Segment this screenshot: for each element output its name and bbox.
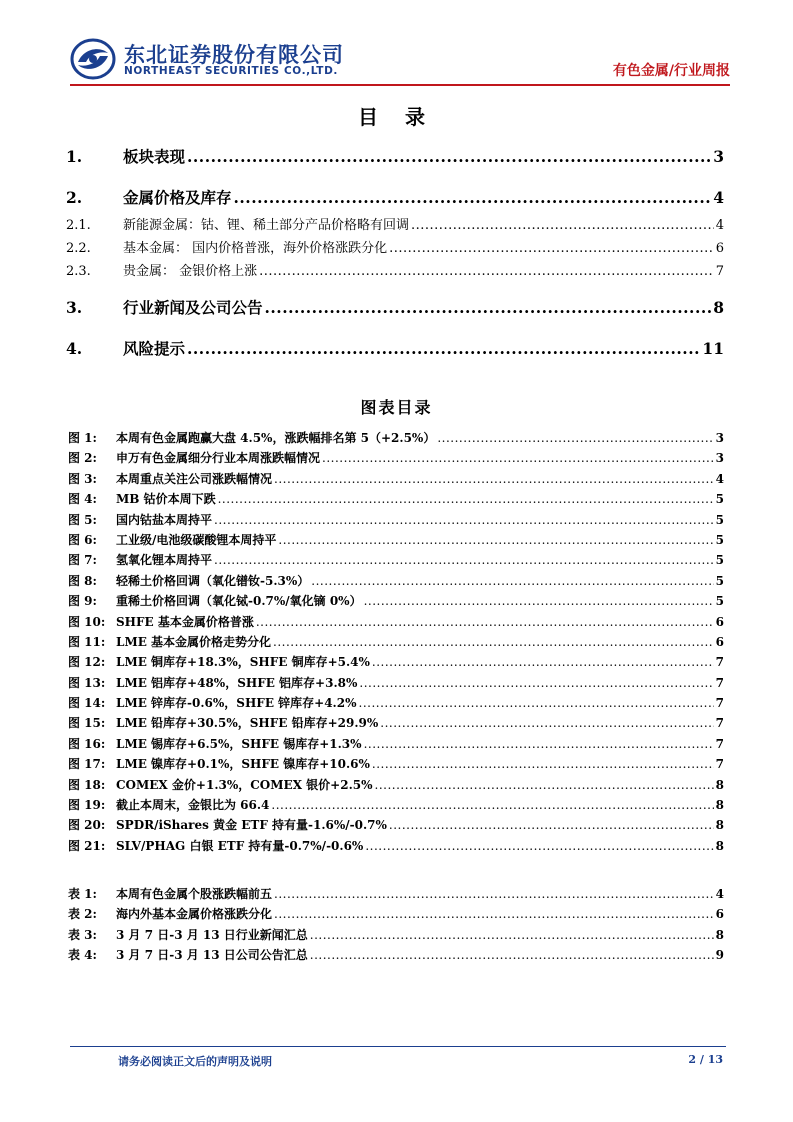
leader-dots (380, 713, 713, 733)
toc-entry-text: 风险提示 (123, 339, 186, 358)
figure-entry-text: LME 铜库存+18.3%，SHFE 铜库存+5.4% (116, 655, 370, 670)
leader-dots (372, 652, 714, 672)
figure-entry[interactable] (68, 795, 724, 815)
figure-entry-number: 图 6: (68, 532, 97, 547)
figure-entry[interactable] (68, 550, 724, 570)
toc-entry-text: 板块表现 (123, 147, 186, 166)
leader-dots (359, 673, 713, 693)
figure-entry-page: 5 (715, 532, 724, 547)
leader-dots (310, 945, 714, 965)
toc-entry-number: 2.3. (66, 264, 91, 279)
figure-entry[interactable] (68, 673, 724, 693)
figure-entry[interactable] (68, 469, 724, 489)
figure-entry-number: 图 14: (68, 696, 106, 711)
figure-entry-page: 3 (715, 431, 724, 445)
leader-dots (364, 591, 714, 611)
figure-entry[interactable] (68, 612, 724, 632)
toc-entry[interactable] (66, 292, 724, 324)
table-entry[interactable] (68, 945, 724, 965)
toc-entry-text: 新能源金属：钴、锂、稀土部分产品价格略有回调 (123, 218, 410, 233)
toc-entry-page: 11 (702, 339, 724, 358)
table-entry-text: 本周有色金属个股涨跌幅前五 (116, 887, 273, 901)
figure-entry[interactable] (68, 428, 724, 448)
figure-entry[interactable] (68, 632, 724, 652)
leader-dots (274, 904, 714, 924)
leader-dots (375, 775, 714, 795)
figure-entry-text: SPDR/iShares 黄金 ETF 持有量-1.6%/-0.7% (116, 818, 387, 833)
figure-entry-number: 图 12: (68, 655, 106, 670)
figure-entry-page: 5 (715, 512, 724, 527)
leader-dots (437, 428, 713, 448)
toc-entry-number: 4. (66, 339, 83, 358)
figure-entry-page: 8 (715, 777, 724, 792)
toc-leader-dots (234, 182, 712, 214)
figure-entry-number: 图 8: (68, 573, 97, 588)
figure-entry-page: 5 (715, 492, 724, 507)
figure-entry-number: 图 18: (68, 777, 106, 792)
figure-entry-text: LME 镍库存+0.1%，SHFE 镍库存+10.6% (116, 757, 370, 772)
leader-dots (214, 510, 714, 530)
figure-entry[interactable] (68, 652, 724, 672)
report-type: 有色金属/行业周报 (612, 63, 730, 79)
toc-entry[interactable] (66, 141, 724, 173)
leader-dots (310, 925, 714, 945)
figure-entry-page: 8 (715, 798, 724, 813)
figure-entry-number: 图 4: (68, 492, 97, 507)
table-entry-number: 表 2: (68, 907, 97, 922)
toc-entry-number: 3. (66, 298, 83, 317)
figure-entry-text: LME 基本金属价格走势分化 (116, 634, 272, 649)
figure-entry-page: 8 (715, 838, 724, 853)
table-entry-text: 3 月 7 日-3 月 13 日公司公告汇总 (116, 948, 308, 963)
figure-entry-number: 图 15: (68, 716, 106, 731)
table-entry-page: 4 (715, 887, 724, 901)
figure-entry[interactable] (68, 448, 724, 468)
figure-entry-number: 图 5: (68, 512, 97, 527)
figure-entry-number: 图 7: (68, 553, 97, 568)
figure-entry-page: 7 (715, 736, 724, 751)
figure-entry-text: 本周重点关注公司涨跌幅情况 (116, 471, 273, 486)
table-entry-number: 表 4: (68, 948, 97, 963)
figure-entry-number: 图 17: (68, 757, 106, 772)
figure-entry-number: 图 16: (68, 736, 106, 751)
figure-entry-text: COMEX 金价+1.3%，COMEX 银价+2.5% (116, 777, 373, 792)
toc-entry-text: 金属价格及库存 (123, 188, 232, 207)
figure-entry-page: 5 (715, 553, 724, 568)
toc-entry-number: 2. (66, 188, 83, 207)
toc-leader-dots (411, 214, 714, 237)
toc-leader-dots (259, 260, 714, 283)
toc-entry-text: 行业新闻及公司公告 (123, 298, 263, 317)
leader-dots (364, 734, 714, 754)
leader-dots (214, 550, 714, 570)
toc-entry-text: 基本金属： 国内价格普涨，海外价格涨跌分化 (123, 241, 388, 256)
table-entry-page: 6 (715, 907, 724, 922)
figure-entry-number: 图 20: (68, 818, 106, 833)
figure-entry[interactable] (68, 510, 724, 530)
table-entry[interactable] (68, 884, 724, 904)
figure-entry[interactable] (68, 693, 724, 713)
leader-dots (218, 489, 714, 509)
leader-dots (389, 815, 714, 835)
figure-entry-number: 图 3: (68, 471, 97, 486)
figure-entry[interactable] (68, 775, 724, 795)
figure-entry[interactable] (68, 734, 724, 754)
figure-entry[interactable] (68, 571, 724, 591)
toc-subentry[interactable] (66, 237, 724, 260)
page-header (70, 36, 730, 86)
header-divider (70, 84, 730, 86)
toc-leader-dots (187, 333, 700, 365)
toc-entry-page: 8 (713, 298, 724, 317)
toc-entry-page: 6 (715, 241, 724, 256)
table-entry[interactable] (68, 904, 724, 924)
page-indicator: 2 / 13 (688, 1053, 723, 1066)
figure-entry-page: 7 (715, 655, 724, 670)
table-entry-page: 8 (715, 927, 724, 942)
figure-entry[interactable] (68, 836, 724, 856)
leader-dots (359, 693, 714, 713)
toc-subentry[interactable] (66, 260, 724, 283)
figure-entry-page: 6 (715, 634, 724, 649)
figure-entry-text: LME 锌库存-0.6%，SHFE 锌库存+4.2% (116, 696, 357, 711)
figure-entry-number: 图 21: (68, 838, 106, 853)
table-list (68, 884, 724, 966)
figure-entry-text: 氢氧化锂本周持平 (116, 553, 213, 568)
toc-leader-dots (265, 292, 712, 324)
leader-dots (322, 448, 714, 468)
figure-entry-text: 截止本周末，金银比为 66.4 (116, 798, 270, 813)
figure-entry-text: 国内钴盐本周持平 (116, 512, 213, 527)
figure-entry[interactable] (68, 591, 724, 611)
figure-entry-number: 图 9: (68, 594, 97, 609)
figure-entry-number: 图 2: (68, 451, 97, 466)
figure-entry[interactable] (68, 530, 724, 550)
figure-entry-number: 图 13: (68, 675, 106, 690)
toc-entry-page: 7 (715, 264, 724, 279)
figure-entry[interactable] (68, 489, 724, 509)
footer-disclaimer: 请务必阅读正文后的声明及说明 (118, 1055, 272, 1068)
figure-entry-text: MB 钴价本周下跌 (116, 492, 216, 507)
table-entry-text: 海内外基本金属价格涨跌分化 (116, 907, 273, 922)
toc-entry-number: 2.2. (66, 241, 91, 256)
table-of-contents (66, 141, 724, 365)
figure-entry-page: 4 (715, 471, 724, 486)
toc-leader-dots (187, 141, 711, 173)
toc-title: 目 录 (358, 105, 435, 129)
figure-entry[interactable] (68, 713, 724, 733)
leader-dots (274, 469, 714, 489)
figure-entry-number: 图 19: (68, 798, 106, 813)
table-entry-page: 9 (715, 948, 724, 963)
figure-list-title: 图表目录 (360, 398, 433, 417)
figure-entry-page: 5 (715, 594, 724, 609)
figure-entry-page: 8 (715, 818, 724, 833)
toc-entry-page: 4 (715, 218, 724, 233)
figure-entry-page: 7 (715, 675, 724, 690)
toc-entry[interactable] (66, 333, 724, 365)
figure-entry-text: SHFE 基本金属价格普涨 (116, 614, 254, 629)
figure-list (68, 428, 724, 856)
figure-entry-text: 重稀土价格回调（氧化铽-0.7%/氧化镝 0%） (116, 594, 362, 609)
footer-divider (70, 1046, 726, 1047)
figure-entry-page: 5 (715, 573, 724, 588)
figure-entry-text: 工业级/电池级碳酸锂本周持平 (116, 532, 277, 547)
figure-entry-text: LME 铅库存+30.5%，SHFE 铅库存+29.9% (116, 716, 379, 731)
toc-entry-page: 3 (713, 147, 724, 166)
northeast-securities-logo-icon (70, 38, 116, 80)
figure-entry-text: 申万有色金属细分行业本周涨跌幅情况 (116, 451, 321, 466)
leader-dots (278, 530, 713, 550)
table-entry-number: 表 3: (68, 927, 97, 942)
figure-entry-text: LME 锡库存+6.5%，SHFE 锡库存+1.3% (116, 736, 362, 751)
figure-entry-page: 7 (715, 716, 724, 731)
table-entry-number: 表 1: (68, 887, 97, 901)
figure-entry-number: 图 11: (68, 634, 106, 649)
toc-entry-page: 4 (713, 188, 724, 207)
leader-dots (311, 571, 713, 591)
leader-dots (256, 612, 714, 632)
toc-entry-number: 2.1. (66, 218, 91, 233)
figure-entry[interactable] (68, 815, 724, 835)
figure-entry-page: 6 (715, 614, 724, 629)
figure-entry-page: 7 (715, 696, 724, 711)
leader-dots (365, 836, 713, 856)
table-entry[interactable] (68, 925, 724, 945)
figure-entry-text: LME 铝库存+48%，SHFE 铝库存+3.8% (116, 675, 358, 690)
toc-entry-number: 1. (66, 147, 83, 166)
leader-dots (274, 884, 714, 904)
toc-subentry[interactable] (66, 214, 724, 237)
toc-entry-text: 贵金属： 金银价格上涨 (123, 264, 258, 279)
toc-entry[interactable] (66, 182, 724, 214)
figure-entry[interactable] (68, 754, 724, 774)
figure-entry-number: 图 1: (68, 431, 97, 445)
figure-entry-text: SLV/PHAG 白银 ETF 持有量-0.7%/-0.6% (116, 838, 364, 853)
company-name-en: NORTHEAST SECURITIES CO.,LTD. (124, 65, 338, 77)
figure-entry-text: 轻稀土价格回调（氧化镨钕-5.3%） (116, 573, 310, 588)
figure-entry-text: 本周有色金属跑赢大盘 4.5%，涨跌幅排名第 5（+2.5%） (116, 431, 436, 445)
figure-entry-page: 3 (715, 451, 724, 466)
table-entry-text: 3 月 7 日-3 月 13 日行业新闻汇总 (116, 927, 308, 942)
company-name-cn: 东北证券股份有限公司 (124, 43, 344, 67)
leader-dots (271, 795, 713, 815)
figure-entry-number: 图 10: (68, 614, 106, 629)
toc-leader-dots (389, 237, 714, 260)
leader-dots (372, 754, 714, 774)
leader-dots (273, 632, 714, 652)
figure-entry-page: 7 (715, 757, 724, 772)
